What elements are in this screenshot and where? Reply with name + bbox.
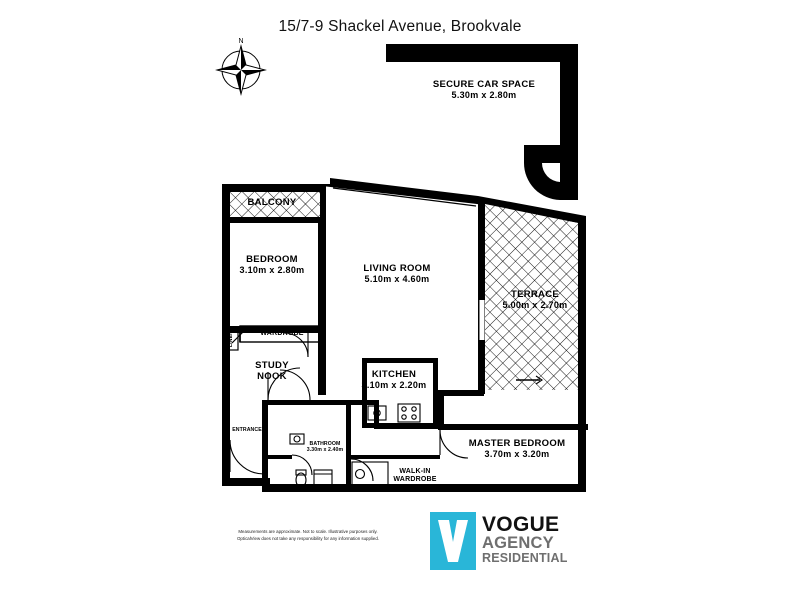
disclaimer-line2: OpticalView does not take any responsibility for any information supplied. xyxy=(237,535,379,541)
car-space-walls xyxy=(386,44,578,200)
compass-rose-icon xyxy=(217,38,265,94)
room-label-terrace xyxy=(485,289,585,311)
room-name-text: KITCHEN xyxy=(371,369,417,380)
room-name-text: MASTER BEDROOM xyxy=(468,438,566,449)
logo-wordmark xyxy=(482,514,568,565)
room-name-text: BALCONY xyxy=(247,197,297,208)
room-label-wardrobe xyxy=(245,330,319,338)
room-dim-text: 3.70m x 3.20m xyxy=(484,449,550,460)
room-name-text: ENTRANCE xyxy=(232,427,262,433)
room-dim-text: 5.00m x 2.70m xyxy=(502,300,568,311)
room-dim-text: 5.30m x 2.80m xyxy=(451,90,517,101)
room-dim-text: 3.10m x 2.20m xyxy=(361,380,427,391)
room-label-bathroom xyxy=(292,441,358,453)
room-label-kitchen xyxy=(344,369,444,391)
room-dim-text: 3.10m x 2.80m xyxy=(239,265,305,276)
room-name-text: BEDROOM xyxy=(246,254,298,265)
logo-line-1: VOGUE xyxy=(482,513,560,536)
room-label-bedroom xyxy=(222,254,322,276)
page-title: 15/7-9 Shackel Avenue, Brookvale xyxy=(278,18,522,35)
room-name-text: STORAGE xyxy=(538,151,566,157)
room-name-text: TERRACE xyxy=(510,289,560,300)
room-dim-text: 3.30m x 2.40m xyxy=(306,447,344,454)
room-label-linen xyxy=(228,323,234,355)
room-name-line2: WARDROBE xyxy=(393,476,437,484)
svg-text:N: N xyxy=(238,38,244,45)
room-label-entrance xyxy=(222,427,272,433)
vogue-agency-logo xyxy=(430,512,590,572)
room-name-text: LINEN xyxy=(227,331,234,348)
room-name-text: WARDROBE xyxy=(260,330,304,337)
room-name-text: BATHROOM xyxy=(309,441,341,447)
logo-line-3: RESIDENTIAL xyxy=(482,551,568,566)
logo-line-2: AGENCY xyxy=(482,534,554,553)
room-name-line2: NOOK xyxy=(257,371,287,383)
room-label-storage xyxy=(528,151,576,157)
room-label-master-bedroom xyxy=(452,438,582,460)
room-label-study-nook xyxy=(242,360,302,383)
room-name-line1: STUDY xyxy=(255,360,289,371)
room-dim-text: 5.10m x 4.60m xyxy=(364,274,430,285)
room-name-text: SECURE CAR SPACE xyxy=(432,79,536,90)
disclaimer-text xyxy=(228,529,388,542)
room-label-secure-car-space xyxy=(414,79,554,101)
room-label-walk-in-wardrobe xyxy=(378,468,452,485)
room-name-text: LIVING ROOM xyxy=(363,263,431,274)
room-label-living-room xyxy=(347,263,447,285)
logo-mark-icon xyxy=(430,512,476,570)
disclaimer-line1: Measurements are approximate. Not to scale. Illustrative purposes only. xyxy=(238,529,378,534)
room-name-line1: WALK-IN xyxy=(399,468,431,475)
room-label-balcony xyxy=(232,197,312,208)
